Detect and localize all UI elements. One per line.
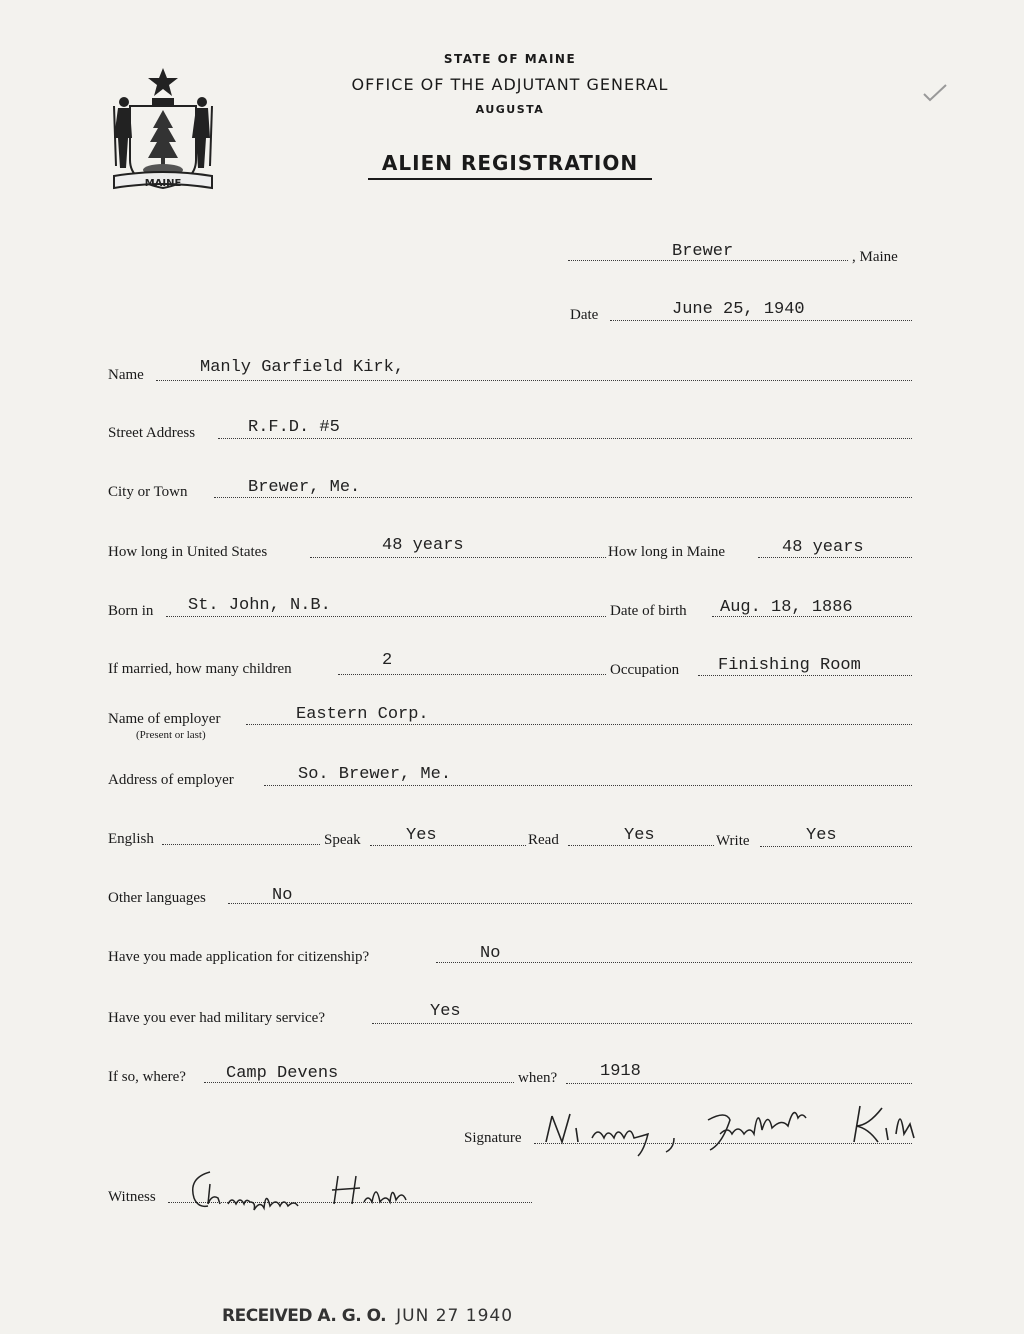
other-languages-label: Other languages [108,890,206,906]
witness-label: Witness [108,1189,156,1205]
how-long-maine-line [758,557,912,558]
maine-state-seal-icon [108,66,218,194]
employer-address-value: So. Brewer, Me. [298,765,452,784]
born-in-line [166,616,606,617]
born-in-label: Born in [108,603,154,619]
born-in-value: St. John, N.B. [188,596,331,615]
when-value: 1918 [600,1062,641,1081]
date-line [610,320,912,321]
place-suffix: , Maine [852,249,898,265]
citizenship-line [436,962,912,963]
employer-label: Name of employer [108,711,221,727]
city-town-label: City or Town [108,484,188,500]
office-heading: OFFICE OF THE ADJUTANT GENERAL [351,75,669,94]
read-line [568,845,714,846]
name-value: Manly Garfield Kirk, [200,358,405,377]
place-value: Brewer [672,242,734,261]
speak-label: Speak [324,832,361,848]
employer-line [246,724,912,725]
name-label: Name [108,367,144,383]
military-value: Yes [430,1002,461,1021]
received-stamp [222,1306,513,1326]
children-label: If married, how many children [108,661,292,677]
write-line [760,846,912,847]
date-value: June 25, 1940 [672,300,805,319]
street-address-value: R.F.D. #5 [248,418,340,437]
city-town-value: Brewer, Me. [248,478,361,497]
citizenship-label: Have you made application for citizenship? [108,949,370,965]
how-long-maine-label: How long in Maine [608,544,726,560]
occupation-value: Finishing Room [718,656,861,675]
where-label: If so, where? [108,1069,186,1085]
street-address-line [218,438,912,439]
speak-line [370,845,526,846]
other-languages-line [228,903,912,904]
signature-label: Signature [464,1130,522,1146]
how-long-us-value: 48 years [382,536,464,555]
signature-handwriting [540,1098,950,1160]
how-long-us-line [310,557,606,558]
when-line [566,1083,912,1084]
employer-value: Eastern Corp. [296,705,429,724]
how-long-us-label: How long in United States [108,544,268,560]
write-label: Write [716,833,750,849]
employer-note: (Present or last) [136,729,206,741]
employer-address-label: Address of employer [108,772,234,788]
read-value: Yes [624,826,655,845]
military-line [372,1023,912,1024]
write-value: Yes [806,826,837,845]
citizenship-value: No [480,944,501,963]
children-value: 2 [382,651,393,670]
received-stamp-part1: RECEIVED A. G. O. [222,1306,387,1326]
street-address-label: Street Address [108,425,196,441]
date-label: Date [570,307,599,323]
check-mark-icon [922,82,948,102]
where-value: Camp Devens [226,1064,339,1083]
date-of-birth-value: Aug. 18, 1886 [720,598,853,617]
english-label: English [108,831,154,847]
name-line [156,380,912,381]
when-label: when? [518,1070,558,1086]
speak-value: Yes [406,826,437,845]
read-label: Read [528,832,559,848]
state-heading: STATE OF MAINE [443,52,577,66]
svg-text:MAINE: MAINE [144,178,182,189]
children-line [338,674,606,675]
received-stamp-date: JUN 27 1940 [396,1306,514,1326]
city-town-line [214,497,912,498]
witness-handwriting [188,1164,438,1214]
city-heading: AUGUSTA [475,103,545,116]
form-title: ALIEN REGISTRATION [368,151,652,180]
military-label: Have you ever had military service? [108,1010,325,1026]
other-languages-value: No [272,886,293,905]
date-of-birth-label: Date of birth [610,603,687,619]
occupation-label: Occupation [610,662,680,678]
occupation-line [698,675,912,676]
how-long-maine-value: 48 years [782,538,864,557]
employer-address-line [264,785,912,786]
english-line [162,844,320,845]
